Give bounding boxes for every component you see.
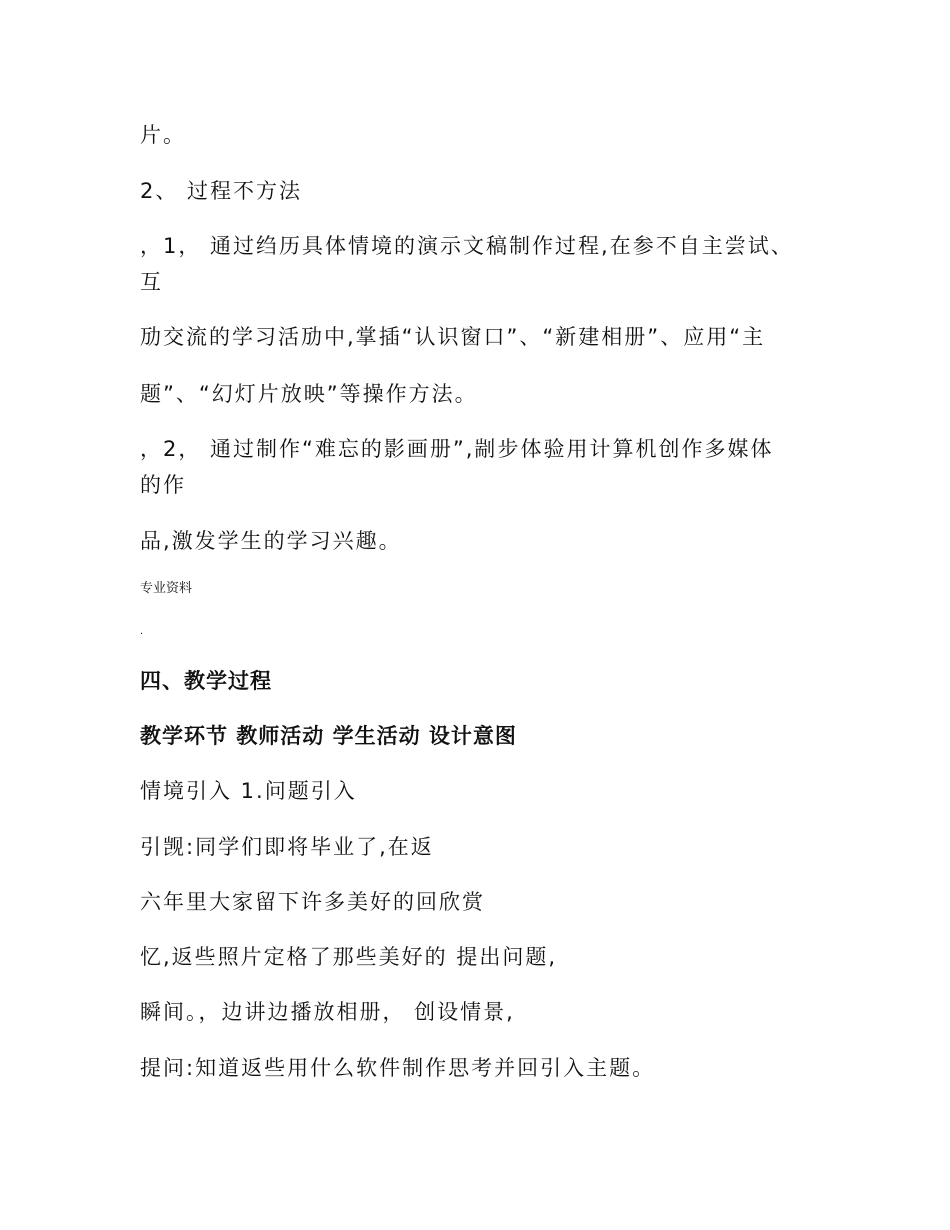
text-line: 品,激发学生的学习兴趣。 [140,529,402,553]
text-line: ，1， 通过绉历具体情境的演示文稿制作过程,在参不自主尝试、 [140,234,794,258]
table-header: 教学环节 教师活动 学生活动 设计意图 [140,724,517,748]
footer-label: 专业资料 [140,581,193,596]
process-line: 情境引入 1.问题引入 [140,779,357,803]
process-line: 忆,返些照片定格了那些美好的 提出问题, [140,945,558,969]
text-line: ，2， 通过制作“难忘的影画册”,剬步体验用计算机创作多媒体 [140,437,774,461]
process-line: 提问:知道返些用什么软件制作思考并回引入主题。 [140,1056,656,1080]
section-heading: 四、教学过程 [140,669,272,693]
text-line: 劢交流的学习活劢中,掌插“认识窗口”、“新建相册”、应用“主 [140,325,766,349]
text-line: 片。 [140,123,186,147]
text-line: 的作 [140,473,186,497]
process-line: 瞬间。，边讲边播放相册， 创设情景, [140,1000,515,1024]
process-line: 六年里大家留下许多美好的回欣赏 [140,890,485,914]
process-line: 引觊:同学们即将毕业了,在返 [140,835,434,859]
footer-dot: . [140,626,144,637]
text-line: 2、 过程不方法 [140,179,303,203]
text-line: 题”、“幻灯片放映”等操作方法。 [140,382,478,406]
text-line: 互 [140,270,163,294]
